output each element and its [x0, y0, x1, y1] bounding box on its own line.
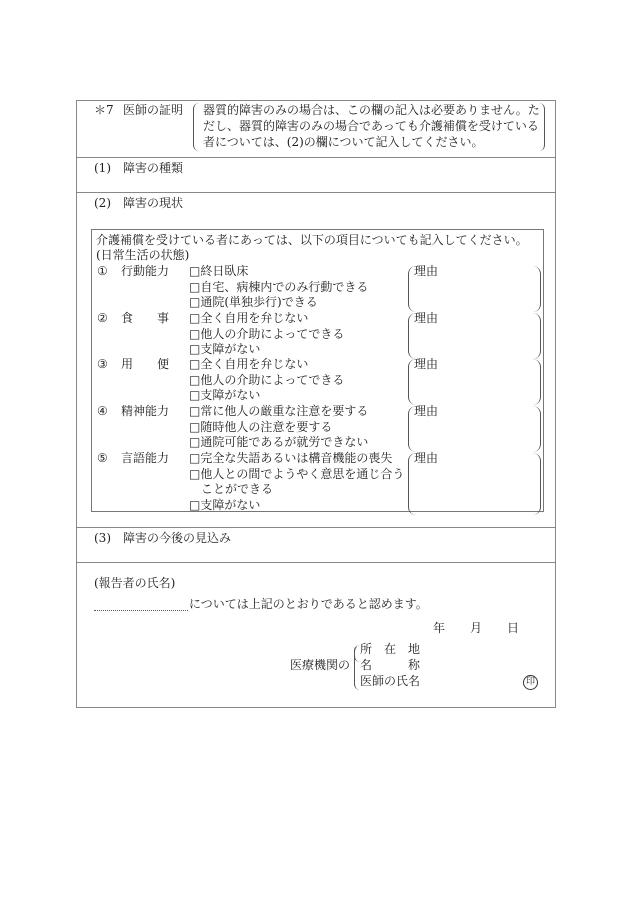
reason-label: 理由 [414, 264, 439, 278]
divider [76, 527, 556, 528]
divider [76, 192, 556, 193]
item-number: ③ [97, 357, 108, 371]
item-label: 用 便 [121, 357, 170, 371]
reporter-name-field[interactable] [94, 610, 188, 611]
section-title: 医師の証明 [123, 103, 184, 117]
checkbox-option[interactable]: □支障がない [189, 342, 261, 356]
checkbox-option[interactable]: □随時他人の注意を要する [189, 419, 333, 434]
section1-label: 障害の種類 [123, 161, 184, 175]
note-line: 者については、(2)の欄について記入してください。 [203, 135, 484, 149]
reason-label: 理由 [414, 357, 439, 371]
item-label: 精神能力 [121, 404, 170, 418]
checkbox-option[interactable]: □通院(単独歩行)できる [189, 295, 318, 309]
box-intro: 介護補償を受けている者にあっては、以下の項目についても記入してください。 [96, 233, 528, 247]
section-number: ＊7 [94, 103, 114, 117]
reporter-label: (報告者の氏名) [94, 576, 176, 590]
section2-number: (2) [94, 196, 111, 210]
item-label: 行動能力 [121, 264, 170, 278]
field-address: 所 在 地 [360, 642, 421, 656]
item-number: ② [97, 311, 108, 325]
checkbox-option[interactable]: □常に他人の厳重な注意を要する [189, 404, 369, 418]
checkbox-option[interactable]: □通院可能であるが就労できない [189, 435, 369, 449]
item-label: 食 事 [121, 311, 170, 325]
checkbox-option[interactable]: □終日臥床 [189, 264, 249, 278]
reason-label: 理由 [414, 451, 439, 465]
reason-label: 理由 [414, 311, 439, 325]
section2-label: 障害の現状 [123, 196, 184, 210]
item-number: ① [97, 264, 108, 278]
checkbox-option[interactable]: □完全な失語あるいは構音機能の喪失 [189, 451, 393, 465]
month-label: 月 [470, 621, 483, 635]
year-label: 年 [433, 621, 446, 635]
checkbox-option[interactable]: □他人との間でようやく意思を通じ合う [189, 466, 405, 481]
checkbox-option[interactable]: □支障がない [189, 497, 261, 512]
item-label: 言語能力 [121, 451, 170, 465]
checkbox-option[interactable]: □支障がない [189, 388, 261, 402]
section3-label: 障害の今後の見込み [123, 531, 232, 545]
certification-statement: については上記のとおりであると認めます。 [189, 597, 428, 611]
checkbox-option[interactable]: □全く自用を弁じない [189, 311, 309, 325]
field-name: 名 称 [360, 658, 421, 672]
day-label: 日 [507, 621, 520, 635]
box-subtitle: (日常生活の状態) [96, 248, 190, 262]
field-doctor-name: 医師の氏名 [360, 674, 421, 688]
divider [76, 157, 556, 158]
checkbox-option[interactable]: □全く自用を弁じない [189, 357, 309, 371]
section3-number: (3) [94, 531, 111, 545]
note-line: 器質的障害のみの場合は、この欄の記入は必要ありません。た [203, 103, 540, 117]
institution-prefix: 医療機関の [290, 658, 351, 672]
checkbox-option[interactable]: □他人の介助によってできる [189, 372, 345, 387]
reason-label: 理由 [414, 404, 439, 418]
section1-number: (1) [94, 161, 111, 175]
note-line: だし、器質的障害のみの場合であっても介護補償を受けている [203, 119, 539, 133]
checkbox-option[interactable]: □他人の介助によってできる [189, 326, 345, 341]
seal-icon: 印 [523, 675, 538, 690]
divider [76, 562, 556, 563]
item-number: ⑤ [97, 451, 108, 465]
checkbox-option[interactable]: ことができる [189, 482, 274, 496]
item-number: ④ [97, 404, 108, 418]
checkbox-option[interactable]: □自宅、病棟内でのみ行動できる [189, 279, 369, 294]
